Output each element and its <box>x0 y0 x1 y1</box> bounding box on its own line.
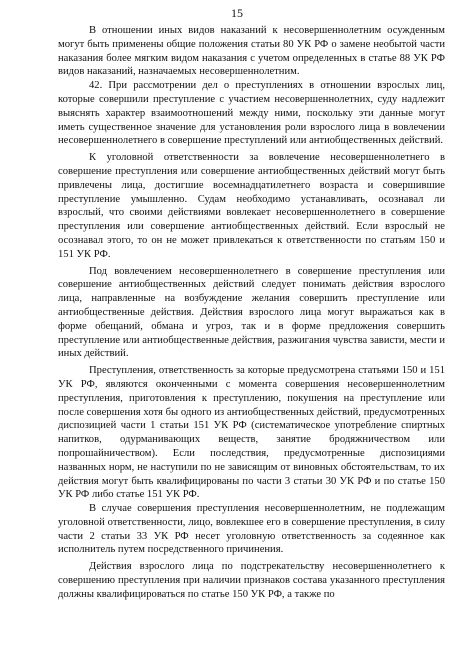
paragraph-not-liable-minor: В случае совершения преступления несовершеннолетним, не подлежащим уголовной ответственности, лицо, вовлекшее его в совершение преступления, в силу части 2 статьи 33 УК РФ несет уголовную ответственность за содеянное как исполнитель путем посредственного причинения. <box>58 503 445 556</box>
paragraph-point-42: 42. При рассмотрении дел о преступлениях в отношении взрослых лиц, которые совершили преступление с участием несовершеннолетних, суду надлежит выяснять характер взаимоотношений между ними, поскольку эти данные могут иметь существенное значение для установления роли взрослого лица в вовлечении несовершеннолетнего в совершение преступлений или антиобщественных действий. <box>58 80 445 147</box>
paragraph-completed-crimes: Преступления, ответственность за которые предусмотрена статьями 150 и 151 УК РФ, являются оконченными с момента совершения несовершеннолетним преступления, приготовления к преступлению, покушения на преступление или после совершения хотя бы одного из антиобщественных действий, предусмотренных диспозицией части 1 статьи 151 УК РФ (систематическое употребление спиртных напитков, одурманивающих веществ, занятие бродяжничеством или попрошайничеством). Если последствия, предусмотренные диспозициями названных норм, не наступили по не зависящим от виновных обстоятельствам, то их действия могут быть квалифицированы по части 3 статьи 30 УК РФ и по статье 150 УК РФ либо статье 151 УК РФ. <box>58 365 445 501</box>
paragraph-sentencing-alternatives: В отношении иных видов наказаний к несовершеннолетним осужденным могут быть применены общие положения статьи 80 УК РФ о замене необытой части наказания более мягким видом наказания с учетом определенных в статье 88 УК РФ видов наказаний, назначаемых несовершеннолетним. <box>58 25 445 78</box>
paragraph-involvement-definition: Под вовлечением несовершеннолетнего в совершение преступления или совершение антиобщественных действий следует понимать действия взрослого лица, направленные на возбуждение желания совершить преступление или антиобщественные действия. Действия взрослого лица могут выражаться как в форме обещаний, обмана и угроз, так и в форме предложения совершить преступление или антиобщественные действия, разжигания чувства зависти, мести и иных действий. <box>58 265 445 360</box>
document-body <box>58 24 445 602</box>
paragraph-criminal-liability: К уголовной ответственности за вовлечение несовершеннолетнего в совершение преступления или совершение антиобщественных действий могут быть привлечены лица, достигшие восемнадцатилетнего возраста и совершившие преступление умышленно. Судам необходимо устанавливать, осознавал ли взрослый, что своими действиями вовлекает несовершеннолетнего в совершение преступления или совершение антиобщественных действий. Если взрослый не осознавал этого, то он не может привлекаться к ответственности по статьям 150 и 151 УК РФ. <box>58 152 445 260</box>
page-number: 15 <box>231 6 243 20</box>
paragraph-incitement: Действия взрослого лица по подстрекательству несовершеннолетнего к совершению преступления при наличии признаков состава указанного преступления должны квалифицироваться по статье 150 УК РФ, а также по <box>58 561 445 600</box>
